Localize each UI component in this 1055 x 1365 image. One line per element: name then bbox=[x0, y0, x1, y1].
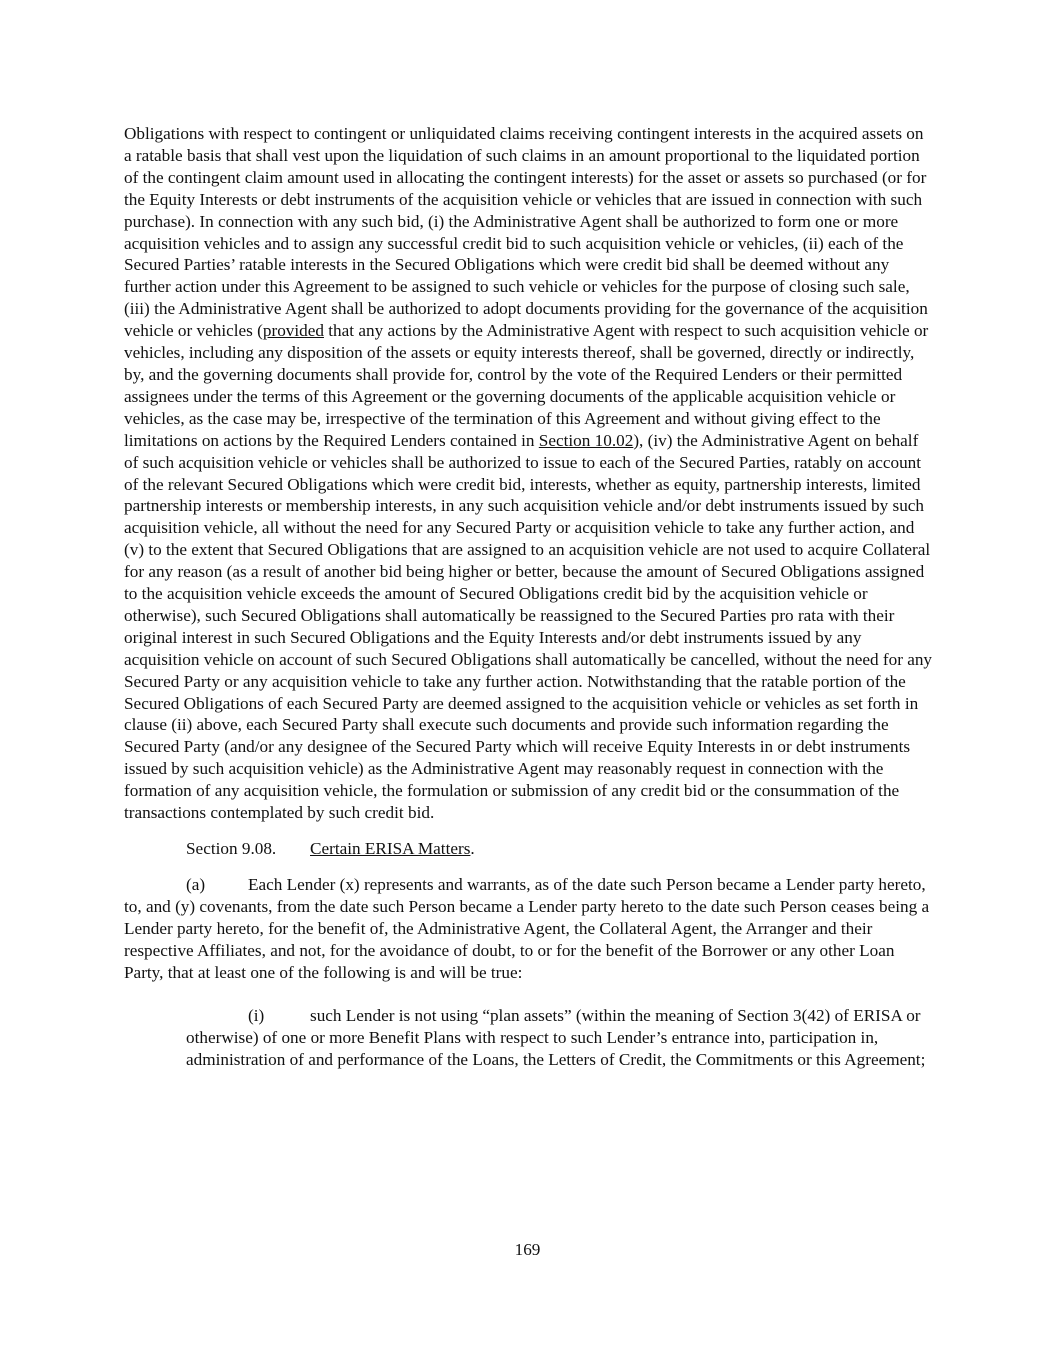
body-paragraph-credit-bid bbox=[124, 123, 934, 824]
paragraph-text: ), (iv) the Administrative Agent on behalf of such acquisition vehicle or vehicles shall be authorized to issue to each of the Secured Parties, ratably on account of the relevant Secured Obligations which were credit bid, interests, whether as equity, partnership interests, limited partnership interests or membership interests, in any such acquisition vehicle and/or debt instruments issued by such acquisition vehicle, all without the need for any Secured Party or acquisition vehicle to take any further action, and (v) to the extent that Secured Obligations that are assigned to an acquisition vehicle are not used to acquire Collateral for any reason (as a result of another bid being higher or better, because the amount of Secured Obligations assigned to the acquisition vehicle exceeds the amount of Secured Obligations credit bid by the acquisition vehicle or otherwise), such Secured Obligations shall automatically be reassigned to the Secured Parties pro rata with their original interest in such Secured Obligations and the Equity Interests and/or debt instruments issued by any acquisition vehicle on account of such Secured Obligations shall automatically be cancelled, without the need for any Secured Party or any acquisition vehicle to take any further action. Notwithstanding that the ratable portion of the Secured Obligations of each Secured Party are deemed assigned to the acquisition vehicle or vehicles as set forth in clause (ii) above, each Secured Party shall execute such documents and provide such information regarding the Secured Party (and/or any designee of the Secured Party which will receive Equity Interests in or debt instruments issued by such acquisition vehicle) as the Administrative Agent may reasonably request in connection with the formation of any acquisition vehicle, the formulation or submission of any credit bid or the consummation of the transactions contemplated by such credit bid. bbox=[124, 430, 933, 823]
provided-term: provided bbox=[262, 321, 324, 341]
clause-i-label: (i) bbox=[248, 1006, 265, 1026]
section-title: Certain ERISA Matters bbox=[310, 839, 471, 858]
document-page bbox=[124, 123, 934, 1071]
section-heading bbox=[186, 838, 934, 860]
section-number: Section 9.08. bbox=[186, 839, 277, 858]
section-reference: Section 10.02 bbox=[538, 430, 634, 450]
clause-a-text: Each Lender (x) represents and warrants, as of the date such Person became a Lender party hereto, to, and (y) covenants, from the date such Person became a Lender party hereto to the date such Person ceases being a Lender party hereto, for the benefit of, the Administrative Agent, the Collateral Agent, the Arranger and their respective Affiliates, and not, for the avoidance of doubt, to or for the benefit of the Borrower or any other Loan Party, that at least one of the following is and will be true: bbox=[124, 874, 930, 982]
paragraph-text: that any actions by the Administrative Agent with respect to such acquisition vehicle or vehicles, including any disposition of the assets or equity interests thereof, shall be governed, directly or indirectly, by, and the governing documents shall provide for, control by the vote of the Required Lenders or their permitted assignees under the terms of this Agreement or the governing documents of the applicable acquisition vehicle or vehicles, as the case may be, irrespective of the termination of this Agreement and without giving effect to the limitations on actions by the Required Lenders contained in bbox=[124, 321, 929, 450]
page-number: 169 bbox=[514, 1240, 541, 1259]
section-title-period: . bbox=[470, 839, 475, 858]
paragraph-text: Obligations with respect to contingent or unliquidated claims receiving contingent interests in the acquired assets on a ratable basis that shall vest upon the liquidation of such claims in an amount proportional to the liquidated portion of the contingent claim amount used in allocating the contingent interests) for the asset or assets so purchased (or for the Equity Interests or debt instruments of the acquisition vehicle or vehicles that are issued in connection with such purchase). In connection with any such bid, (i) the Administrative Agent shall be authorized to form one or more acquisition vehicles and to assign any successful credit bid to such acquisition vehicle or vehicles, (ii) each of the Secured Parties’ ratable interests in the Secured Obligations which were credit bid shall be deemed without any further action under this Agreement to be assigned to such vehicle or vehicles for the purpose of closing such sale, (iii) the Administrative Agent shall be authorized to adopt documents providing for the governance of the acquisition vehicle or vehicles ( bbox=[124, 124, 928, 341]
clause-a-label: (a) bbox=[186, 874, 206, 894]
clause-i-paragraph bbox=[186, 1005, 934, 1071]
clause-a-paragraph bbox=[124, 874, 934, 984]
clause-i-text: such Lender is not using “plan assets” (within the meaning of Section 3(42) of ERISA or otherwise) of one or more Benefit Plans with respect to such Lender’s entrance into, participation in, administration of and performance of the Loans, the Letters of Credit, the Commitments or this Agreement; bbox=[186, 1006, 926, 1070]
